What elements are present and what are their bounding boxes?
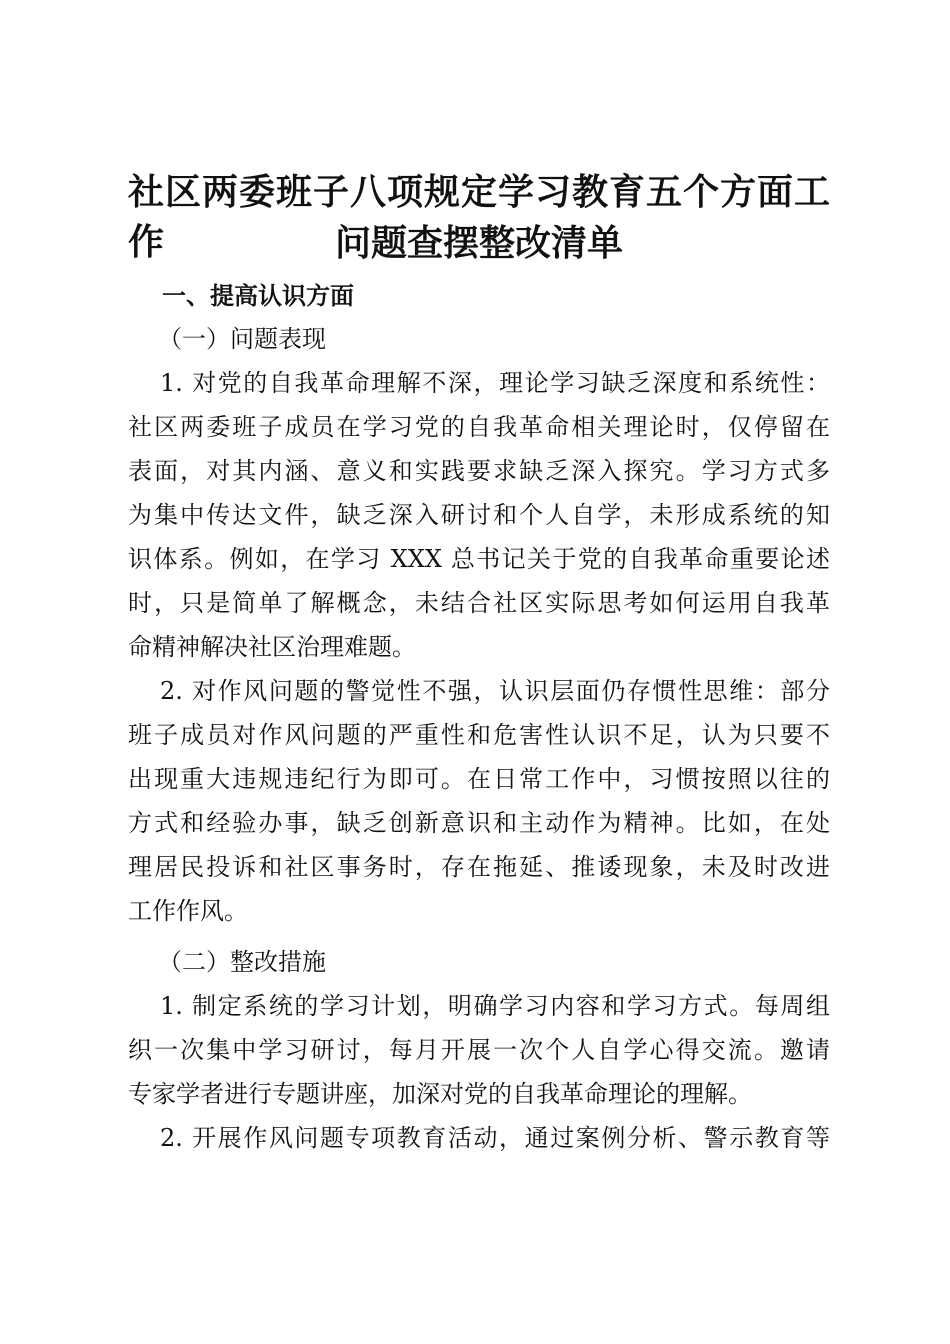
- title-line: 问题查摆整改清单: [334, 222, 623, 264]
- problem-paragraph-line: 命精神解决社区治理难题。: [128, 633, 416, 661]
- problem-paragraph-line: 社区两委班子成员在学习党的自我革命相关理论时，仅停留在: [128, 413, 830, 441]
- measure-paragraph-line: 织一次集中学习研讨，每月开展一次个人自学心得交流。邀请: [128, 1036, 830, 1064]
- measure-paragraph-line: 2. 开展作风问题专项教育活动，通过案例分析、警示教育等: [160, 1124, 830, 1152]
- problem-paragraph-line: 工作作风。: [128, 897, 248, 925]
- problem-paragraph-line: 理居民投诉和社区事务时，存在拖延、推诿现象，未及时改进: [128, 853, 830, 881]
- measure-paragraph-line: 专家学者进行专题讲座，加深对党的自我革命理论的理解。: [128, 1080, 752, 1108]
- section-heading: 一、提高认识方面: [162, 281, 354, 310]
- measure-paragraph-line: 1. 制定系统的学习计划，明确学习内容和学习方式。每周组: [160, 992, 830, 1020]
- problem-paragraph-line: 1. 对党的自我革命理解不深，理论学习缺乏深度和系统性：: [160, 369, 830, 397]
- problem-paragraph-line: 识体系。例如，在学习 XXX 总书记关于党的自我革命重要论述: [128, 545, 830, 573]
- problem-paragraph-line: 时，只是简单了解概念，未结合社区实际思考如何运用自我革: [128, 589, 830, 617]
- title-line: 社区两委班子八项规定学习教育五个方面工作: [128, 171, 830, 263]
- problem-paragraph-line: 方式和经验办事，缺乏创新意识和主动作为精神。比如，在处: [128, 809, 830, 837]
- problem-paragraph-line: 表面，对其内涵、意义和实践要求缺乏深入探究。学习方式多: [128, 457, 830, 485]
- subsection-heading: （一）问题表现: [158, 325, 326, 353]
- subsection-heading: （二）整改措施: [158, 948, 326, 976]
- problem-paragraph-line: 出现重大违规违纪行为即可。在日常工作中，习惯按照以往的: [128, 765, 830, 793]
- problem-paragraph-line: 为集中传达文件，缺乏深入研讨和个人自学，未形成系统的知: [128, 501, 830, 529]
- problem-paragraph-line: 2. 对作风问题的警觉性不强，认识层面仍存惯性思维：部分: [160, 677, 830, 705]
- problem-paragraph-line: 班子成员对作风问题的严重性和危害性认识不足，认为只要不: [128, 721, 830, 749]
